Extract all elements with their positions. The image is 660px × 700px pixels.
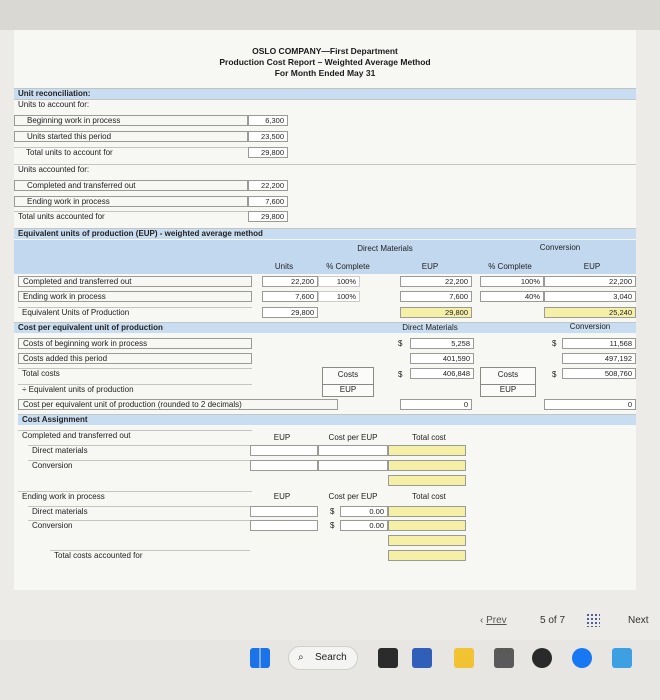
completed-dm-total [388,445,466,456]
eup-row-ending-dm-eup: 7,600 [400,291,472,302]
window-top-bar [0,0,660,30]
rounded-cost-label: Cost per equivalent unit of production (rounded to 2 decimals) [18,399,338,410]
completed-total-cost-col: Total cost [412,433,446,442]
windows-start-icon[interactable] [250,648,270,668]
eup-row-ending-label: Ending work in process [18,291,252,302]
company-title: OSLO COMPANY—First Department [252,46,398,56]
eup-cv-header: Conversion [539,243,581,252]
eup-row-total-cv-eup: 25,240 [544,307,636,318]
cost-total-label: Total costs [18,368,252,379]
dm-costs-label: Costs [337,370,359,379]
eup-row-ending-units: 7,600 [262,291,318,302]
cost-assignment-heading: Cost Assignment [18,414,636,425]
completed-dm-cost-input[interactable] [318,445,388,456]
eup-row-total-label: Equivalent Units of Production [18,307,252,318]
cost-beginning-dm: 5,258 [410,338,474,349]
ending-dm-total [388,506,466,517]
ending-assign-heading: Ending work in process [18,491,252,502]
unit-reconciliation-heading: Unit reconciliation: [14,88,636,99]
chrome-icon[interactable] [532,648,552,668]
page-of: of [548,615,557,626]
ending-cv-label: Conversion [28,520,252,531]
eup-row-completed-dm-pct[interactable]: 100% [318,276,360,287]
file-explorer-icon[interactable] [454,648,474,668]
cost-added-dm: 401,590 [410,353,474,364]
total-accounted-label: Total units accounted for [14,211,248,222]
eup-row-total-dm-eup: 29,800 [400,307,472,318]
page-indicator [540,615,565,626]
ending-cv-total [388,520,466,531]
cost-total-dm: 406,848 [410,368,474,379]
cost-beginning-cv-dollar: $ [552,339,557,348]
beginning-wip-label: Beginning work in process [14,115,248,126]
cost-per-eup-heading: Cost per equivalent unit of production [14,322,636,333]
completed-eup-col: EUP [273,433,291,442]
mail-icon[interactable] [612,648,632,668]
completed-units: 22,200 [248,180,288,191]
completed-cv-label: Conversion [28,460,252,471]
dm-eup-label: EUP [322,384,374,395]
eup-heading: Equivalent units of production (EUP) - weighted average method [14,228,636,239]
completed-dm-eup-input[interactable] [250,445,318,456]
cv-costs-label: Costs [497,370,519,379]
store-icon[interactable] [494,648,514,668]
ending-dm-eup-input[interactable] [250,506,318,517]
current-page: 5 [540,615,546,626]
completed-label: Completed and transferred out [14,180,248,191]
cost-beginning-cv: 11,568 [562,338,636,349]
ending-dm-cost: 0.00 [340,506,388,517]
prev-button[interactable] [480,615,507,626]
cost-cv-header: Conversion [569,322,611,331]
taskbar-search[interactable] [288,646,358,670]
total-accounted-value: 29,800 [248,211,288,222]
eup-row-total-units: 29,800 [262,307,318,318]
report-period: For Month Ended May 31 [274,68,376,78]
units-started-value: 23,500 [248,131,288,142]
ending-total-cost-col: Total cost [412,492,446,501]
eup-divider-label: ÷ Equivalent units of production [18,384,252,395]
taskbar-search-label: Search [315,652,347,663]
dm-cost-per-eup-result[interactable]: 0 [400,399,472,410]
eup-row-completed-dm-eup: 22,200 [400,276,472,287]
ending-wip-label: Ending work in process [14,196,248,207]
prev-label: Prev [486,615,507,626]
total-pages: 7 [559,615,566,626]
total-costs-accounted-label: Total costs accounted for [50,550,250,561]
eup-row-completed-cv-pct[interactable]: 100% [480,276,544,287]
report-title: Production Cost Report – Weighted Average Method [219,57,431,67]
video-app-icon[interactable] [412,648,432,668]
eup-dm-header: Direct Materials [357,244,413,253]
completed-total [388,475,466,486]
ending-cv-cost: 0.00 [340,520,388,531]
total-to-account-label: Total units to account for [14,147,248,158]
eup-cv-pct-col: % Complete [488,262,532,271]
cost-total-cv-dollar: $ [552,370,557,379]
ending-wip-units: 7,600 [248,196,288,207]
search-icon: ⌕ [298,652,304,663]
eup-row-ending-cv-eup: 3,040 [544,291,636,302]
cost-added-cv: 497,192 [562,353,636,364]
cv-eup-label: EUP [480,384,536,395]
eup-row-ending-cv-pct[interactable]: 40% [480,291,544,302]
eup-row-completed-units: 22,200 [262,276,318,287]
eup-dm-eup-col: EUP [421,262,439,271]
eup-row-completed-label: Completed and transferred out [18,276,252,287]
ending-cost-per-eup-col: Cost per EUP [328,492,378,501]
ending-eup-col: EUP [273,492,291,501]
beginning-wip-units: 6,300 [248,115,288,126]
eup-cv-eup-col: EUP [583,262,601,271]
units-accounted-heading: Units accounted for: [14,164,636,175]
ending-cv-eup-input[interactable] [250,520,318,531]
eup-units-col: Units [274,262,294,271]
eup-dm-pct-col: % Complete [326,262,370,271]
completed-cv-total [388,460,466,471]
cost-added-label: Costs added this period [18,353,252,364]
completed-dm-label: Direct materials [28,445,252,456]
ending-dm-label: Direct materials [28,506,252,517]
eup-row-ending-dm-pct[interactable]: 100% [318,291,360,302]
next-button[interactable]: Next [628,615,649,626]
cv-cost-per-eup-result[interactable]: 0 [544,399,636,410]
cost-dm-header: Direct Materials [402,323,458,332]
cost-beginning-label: Costs of beginning work in process [18,338,252,349]
grid-icon[interactable] [586,613,600,627]
units-started-label: Units started this period [14,131,248,142]
cost-total-cv: 508,760 [562,368,636,379]
task-view-icon[interactable] [378,648,398,668]
total-costs-accounted-value [388,550,466,561]
chevron-left-icon: ‹ [480,615,487,626]
completed-cost-per-eup-col: Cost per EUP [328,433,378,442]
ending-cv-dollar: $ [330,521,335,530]
total-to-account-value: 29,800 [248,147,288,158]
facebook-icon[interactable] [572,648,592,668]
cost-beginning-dm-dollar: $ [398,339,403,348]
completed-cv-cost-input[interactable] [318,460,388,471]
ending-dm-dollar: $ [330,507,335,516]
completed-cv-eup-input[interactable] [250,460,318,471]
units-to-account-heading: Units to account for: [14,99,636,110]
ending-total [388,535,466,546]
completed-assign-heading: Completed and transferred out [18,430,252,441]
cost-total-dm-dollar: $ [398,370,403,379]
eup-row-completed-cv-eup: 22,200 [544,276,636,287]
